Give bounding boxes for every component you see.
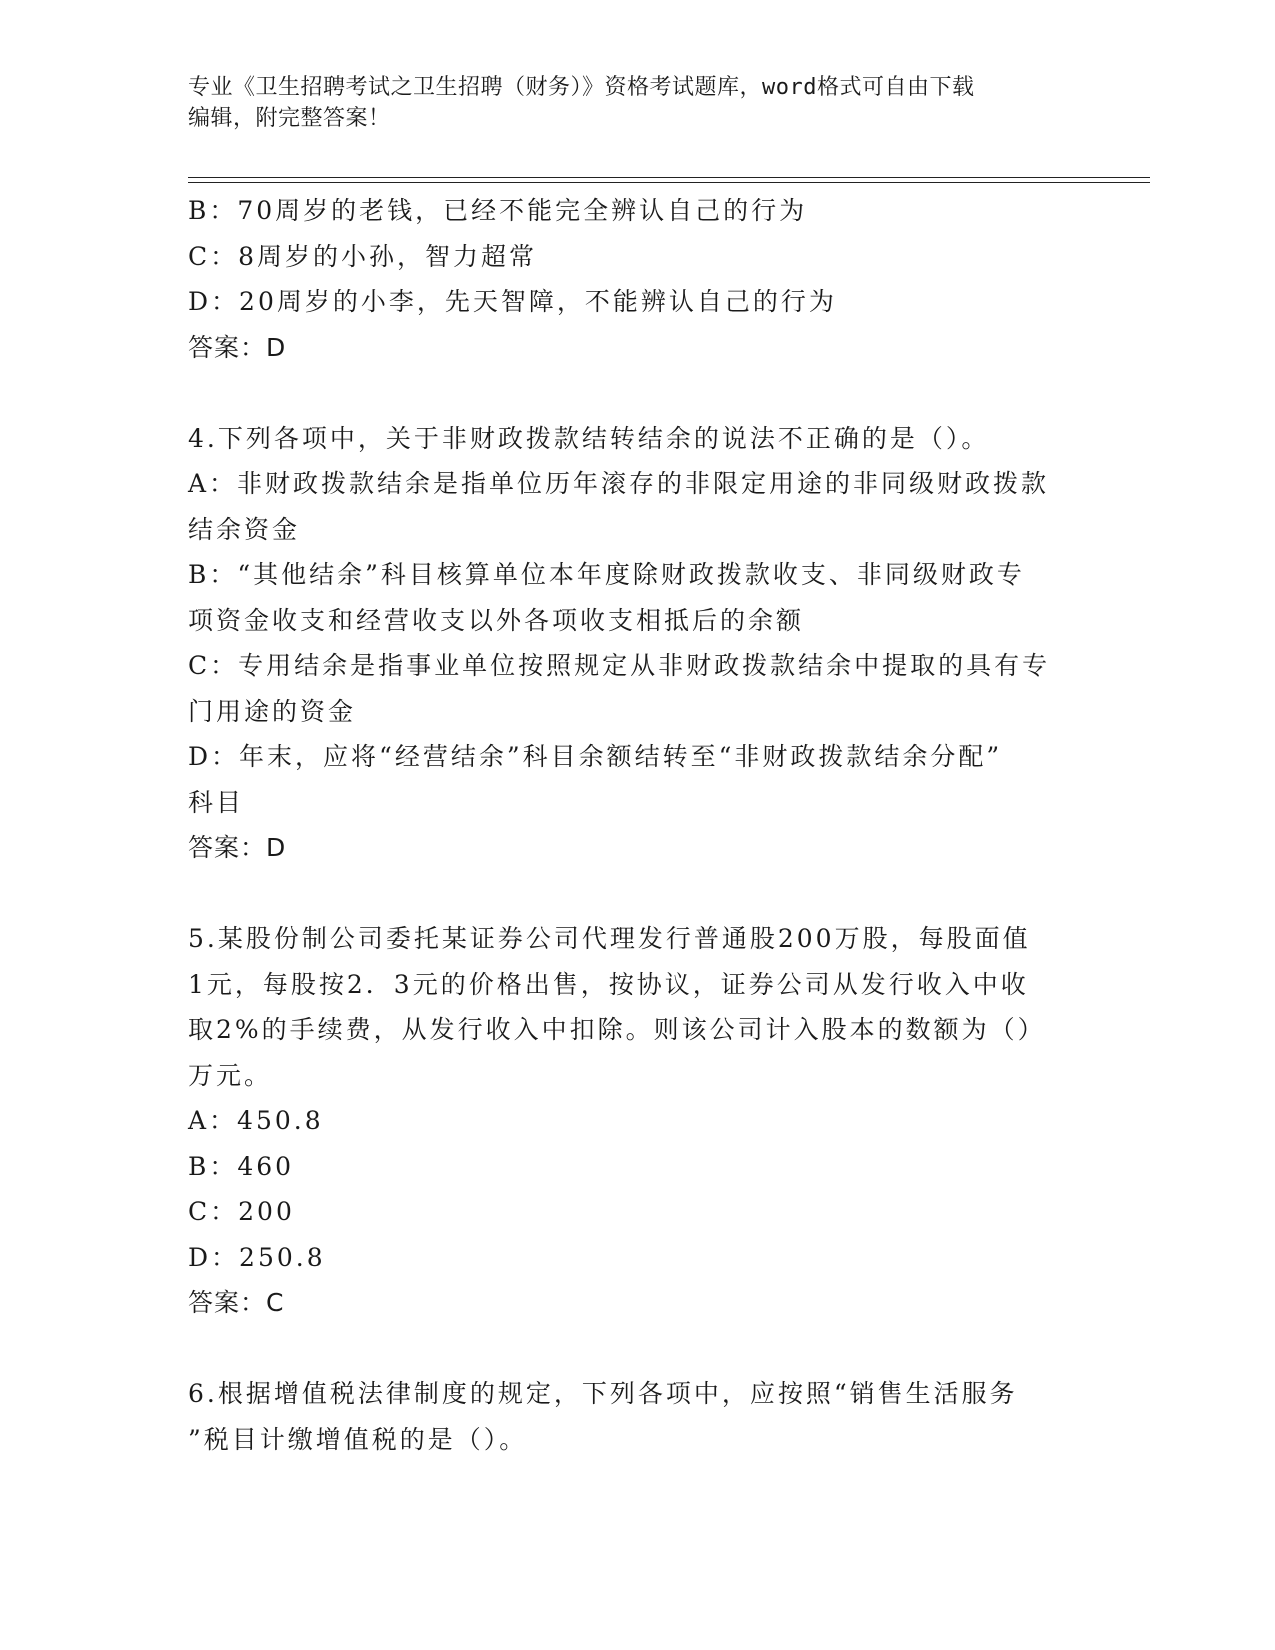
option-d: D：20周岁的小李，先天智障，不能辨认自己的行为: [188, 287, 837, 316]
option-c: C：200: [188, 1197, 295, 1226]
option-b-cont: 项资金收支和经营收支以外各项收支相抵后的余额: [188, 605, 805, 635]
option-c-cont: 门用途的资金: [188, 696, 357, 726]
spacer: [188, 370, 1088, 416]
question-stem-cont: ”税目计缴增值税的是（）。: [188, 1424, 528, 1454]
option-c: C：8周岁的小孙，智力超常: [188, 241, 538, 271]
option-d: D：年末，应将“经营结余”科目余额结转至“非财政拨款结余分配”: [188, 742, 1003, 771]
question-stem: 5.某股份制公司委托某证券公司代理发行普通股200万股，每股面值: [188, 924, 1031, 953]
question-stem-cont: 万元。: [188, 1060, 273, 1090]
answer: 答案：D: [188, 332, 287, 362]
option-a-cont: 结余资金: [188, 514, 301, 544]
option-b: B：“其他结余”科目核算单位本年度除财政拨款收支、非同级财政专: [188, 560, 1025, 589]
option-c: C：专用结余是指事业单位按照规定从非财政拨款结余中提取的具有专: [188, 651, 1051, 680]
question-stem: 4.下列各项中，关于非财政拨款结转结余的说法不正确的是（）。: [188, 423, 990, 453]
option-b: B：70周岁的老钱，已经不能完全辨认自己的行为: [188, 196, 808, 225]
header-line-1: 专业《卫生招聘考试之卫生招聘（财务）》资格考试题库，word格式可自由下载: [188, 75, 975, 100]
spacer: [188, 1326, 1088, 1372]
question-stem-cont: 取2%的手续费，从发行收入中扣除。则该公司计入股本的数额为（）: [188, 1015, 1046, 1044]
answer: 答案：D: [188, 833, 287, 862]
question-5: [188, 916, 1088, 1326]
answer: 答案：C: [188, 1288, 285, 1317]
question-6: [188, 1371, 1088, 1462]
document-header: [188, 72, 1088, 134]
question-4: [188, 416, 1088, 871]
option-d-cont: 科目: [188, 787, 245, 817]
option-a: A：450.8: [188, 1106, 324, 1135]
option-b: B：460: [188, 1151, 295, 1181]
spacer: [188, 871, 1088, 917]
header-divider-top: [188, 177, 1150, 178]
question-3-tail: [188, 188, 1088, 370]
question-stem-cont: 1元，每股按2．3元的价格出售，按协议，证券公司从发行收入中收: [188, 969, 1029, 999]
header-line-2: 编辑，附完整答案！: [188, 106, 391, 131]
question-stem: 6.根据增值税法律制度的规定，下列各项中，应按照“销售生活服务: [188, 1379, 1018, 1408]
header-divider-bottom: [188, 182, 1150, 183]
option-d: D：250.8: [188, 1242, 326, 1272]
option-a: A：非财政拨款结余是指单位历年滚存的非限定用途的非同级财政拨款: [188, 469, 1050, 498]
question-content: [188, 188, 1088, 1462]
